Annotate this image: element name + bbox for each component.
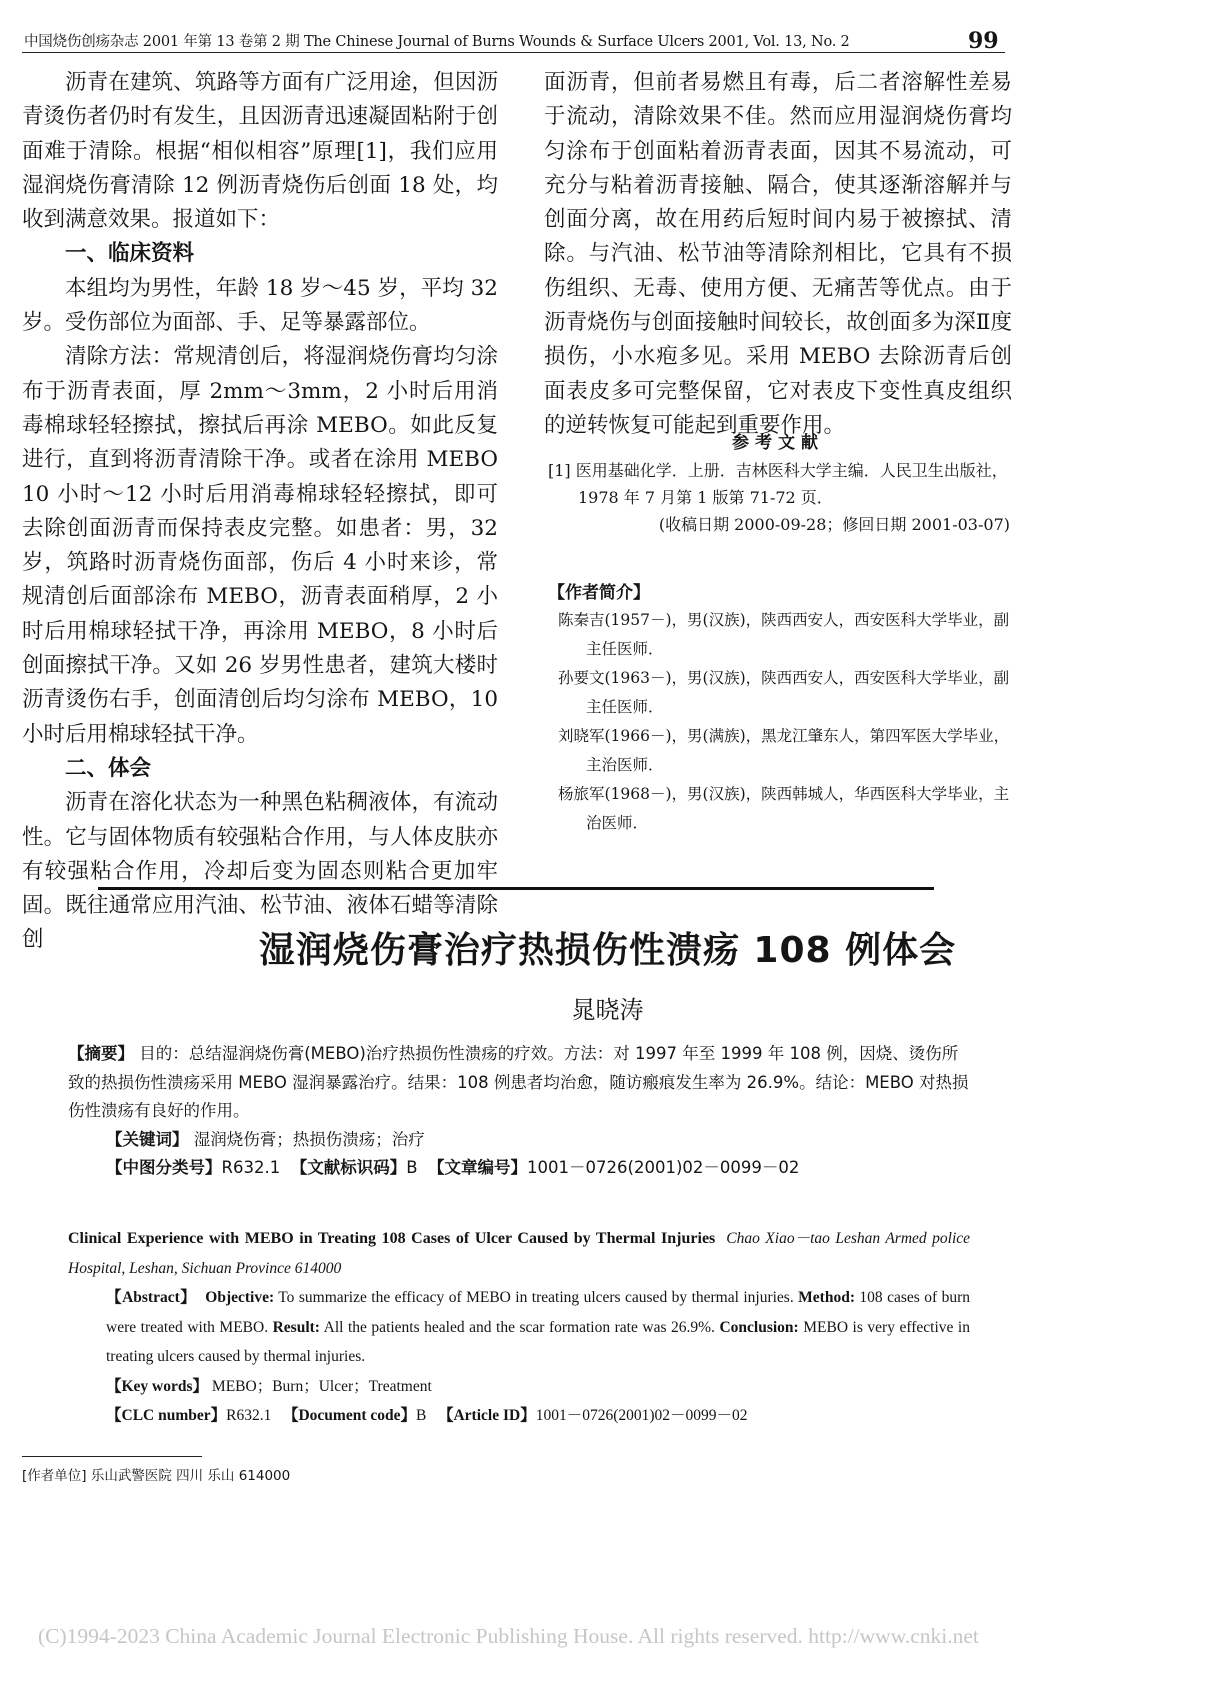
- clc-en: [68, 1401, 970, 1431]
- objective-text: To summarize the efficacy of MEBO in treating ulcers caused by thermal injuries.: [274, 1289, 799, 1306]
- author-entry: 杨旅军(1968－)，男(汉族)，陕西韩城人，华西医科大学毕业，主治医师．: [558, 785, 1010, 832]
- footnote-rule: [22, 1456, 202, 1457]
- clc-cn: [68, 1154, 970, 1183]
- clc-en-value: R632.1: [226, 1407, 272, 1424]
- paragraph: 本组均为男性，年龄 18 岁～45 岁，平均 32 岁。受伤部位为面部、手、足等暴露部位。: [22, 275, 498, 336]
- clc-en-label: 【CLC number】: [106, 1407, 227, 1424]
- keywords-en-label: 【Key words】: [106, 1377, 209, 1395]
- header-rule: [22, 52, 1005, 53]
- paragraph: 清除方法：常规清创后，将湿润烧伤膏均匀涂布于沥青表面，厚 2mm～3mm，2 小时后用消毒棉球轻轻擦拭，擦拭后再涂 MEBO。如此反复进行，直到将沥青清除干净。或者在涂用 MEBO 10 小时～12 小时后用消毒棉球轻轻擦拭，即可去除创面沥青而保持表皮完整。如患者：男，32 岁，筑路时沥青烧伤面部，伤后 4 小时来诊，常规清创后面部涂布 MEBO，沥青表面稍厚，2 小时后用棉球轻拭干净，再涂用 MEBO，8 小时后创面擦拭干净。又如 26 岁男性患者，建筑大楼时沥青烫伤右手，创面清创后均匀涂布 MEBO，10 小时后用棉球轻拭干净。: [22, 344, 498, 747]
- paragraph: 沥青在溶化状态为一种黑色粘稠液体，有流动性。它与固体物质有较强粘合作用，与人体皮肤亦有较强粘合作用，冷却后变为固态则粘合更加牢固。既往通常应用汽油、松节油、液体石蜡等清除创: [22, 790, 498, 953]
- conclusion-text: MEBO is very effective in treating ulcers caused by thermal injuries.: [106, 1318, 970, 1365]
- left-column: [22, 66, 498, 958]
- author-entry: 孙要文(1963－)，男(汉族)，陕西西安人，西安医科大学毕业，副主任医师．: [558, 669, 1010, 716]
- copyright-watermark: (C)1994-2023 China Academic Journal Electronic Publishing House. All rights reserved. http://www.cnki.net: [38, 1624, 979, 1648]
- abstract-en-label: 【Abstract】: [106, 1289, 197, 1306]
- paragraph: 沥青在建筑、筑路等方面有广泛用途，但因沥青烫伤者仍时有发生，且因沥青迅速凝固粘附于创面难于清除。根据“相似相容”原理[1]，我们应用湿润烧伤膏清除 12 例沥青烧伤后创面 18 处，均收到满意效果。报道如下：: [22, 70, 498, 233]
- article-id-en-label: 【Article ID】: [437, 1407, 536, 1424]
- article-divider: [98, 887, 934, 890]
- paragraph: 面沥青，但前者易燃且有毒，后二者溶解性差易于流动，清除效果不佳。然而应用湿润烧伤膏均匀涂布于创面粘着沥青表面，因其不易流动，可充分与粘着沥青接触、隔合，使其逐渐溶解并与创面分离，故在用药后短时间内易于被擦拭、清除。与汽油、松节油等清除剂相比，它具有不损伤组织、无毒、使用方便、无痛苦等优点。由于沥青烧伤与创面接触时间较长，故创面多为深Ⅱ度损伤，小水疱多见。采用 MEBO 去除沥青后创面表皮多可完整保留，它对表皮下变性真皮组织的逆转恢复可能起到重要作用。: [544, 70, 1012, 438]
- clc-cn-value: R632.1: [221, 1158, 281, 1177]
- keywords-cn: [68, 1126, 970, 1155]
- received-dates: (收稿日期 2000-09-28；修回日期 2001-03-07): [658, 515, 1010, 534]
- english-affiliation: Chao Xiao－tao Leshan Armed police Hospital, Leshan, Sichuan Province 614000: [68, 1230, 971, 1277]
- author-entry: 陈秦吉(1957－)，男(汉族)，陕西西安人，西安医科大学毕业，副主任医师．: [558, 611, 1010, 658]
- english-abstract: [68, 1224, 970, 1431]
- references-list: [548, 457, 1010, 538]
- abstract-cn-paragraph: [68, 1040, 970, 1126]
- article-id-cn-label: 【文章编号】: [428, 1158, 528, 1177]
- article-id-cn-value: 1001－0726(2001)02－0099－02: [527, 1158, 800, 1177]
- keywords-en: [68, 1372, 970, 1402]
- abstract-cn-label: 【摘要】: [68, 1044, 134, 1063]
- running-header: 中国烧伤创疡杂志 2001 年第 13 卷第 2 期 The Chinese Journal of Burns Wounds & Surface Ulcers 2001, Vol. 13, No. 2: [24, 34, 850, 50]
- clc-cn-label: 【中图分类号】: [106, 1158, 222, 1177]
- article-author: 晁晓涛: [571, 996, 644, 1024]
- article-title: 湿润烧伤膏治疗热损伤性溃疡 108 例体会: [258, 930, 957, 971]
- objective-label: Objective:: [205, 1289, 275, 1306]
- abstract-cn-text: 目的：总结湿润烧伤膏(MEBO)治疗热损伤性溃疡的疗效。方法：对 1997 年至 1999 年 108 例，因烧、烫伤所致的热损伤性溃疡采用 MEBO 湿润暴露治疗。结果：108 例患者均治愈，随访瘢痕发生率为 26.9%。结论：MEBO 对热损伤性溃疡有良好的作用。: [68, 1044, 969, 1120]
- keywords-en-text: MEBO；Burn；Ulcer；Treatment: [208, 1377, 432, 1395]
- abstract-en-paragraph: [68, 1283, 970, 1372]
- result-label: Result:: [272, 1318, 320, 1336]
- author-intro-title: 【作者简介】: [548, 583, 650, 603]
- reference-item: [1] 医用基础化学．上册．吉林医科大学主编．人民卫生出版社，1978 年 7 月第 1 版第 71-72 页．: [548, 461, 1008, 507]
- article-id-en-value: 1001－0726(2001)02－0099－02: [535, 1407, 748, 1424]
- author-affiliation-footnote: [作者单位] 乐山武警医院 四川 乐山 614000: [22, 1468, 291, 1484]
- keywords-cn-label: 【关键词】: [106, 1129, 189, 1149]
- keywords-cn-text: 湿润烧伤膏；热损伤溃疡；治疗: [188, 1129, 425, 1149]
- references-title: 参考文献: [732, 433, 824, 453]
- section-heading: 一、临床资料: [65, 241, 195, 267]
- abstract-cn: [68, 1040, 970, 1183]
- right-column: [544, 66, 1012, 443]
- doc-code-cn-value: B: [406, 1158, 418, 1177]
- english-title-text: Clinical Experience with MEBO in Treating 108 Cases of Ulcer Caused by Thermal Injuries: [68, 1230, 716, 1247]
- section-heading: 二、体会: [65, 755, 152, 781]
- doc-code-en-value: B: [416, 1407, 427, 1424]
- doc-code-cn-label: 【文献标识码】: [290, 1158, 407, 1177]
- author-intro-list: [558, 606, 1010, 838]
- conclusion-label: Conclusion:: [719, 1318, 799, 1336]
- method-text: 108 cases of burn were treated with MEBO.: [106, 1289, 971, 1336]
- author-entry: 刘晓军(1966－)，男(满族)，黑龙江肇东人，第四军医大学毕业，主治医师．: [558, 727, 1010, 774]
- method-label: Method:: [798, 1289, 855, 1306]
- page-number: 99: [968, 28, 999, 54]
- english-title: [68, 1224, 970, 1283]
- result-text: All the patients healed and the scar formation rate was 26.9%.: [319, 1318, 720, 1336]
- doc-code-en-label: 【Document code】: [282, 1407, 417, 1424]
